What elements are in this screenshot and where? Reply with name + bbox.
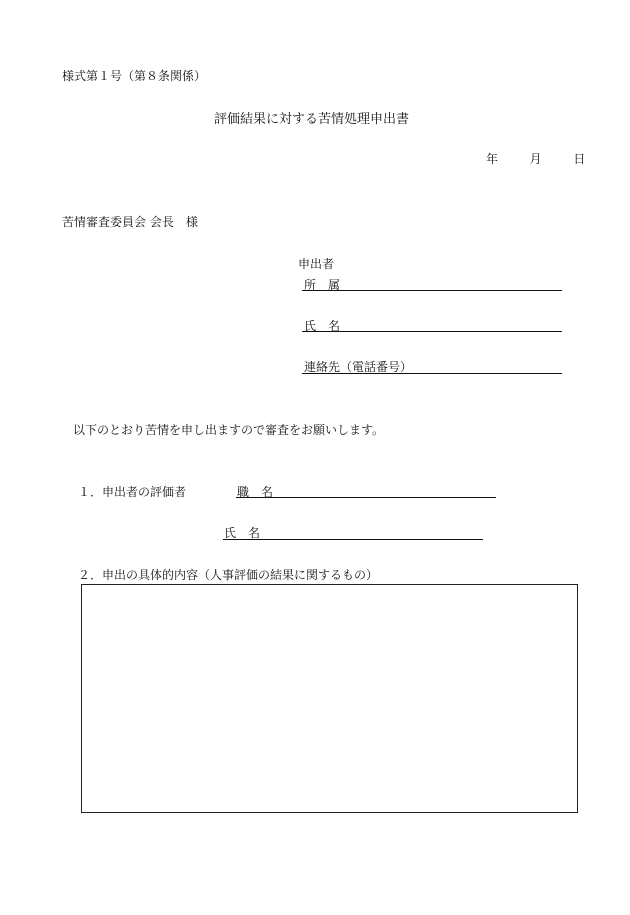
document-title: 評価結果に対する苦情処理申出書 xyxy=(214,112,410,127)
evaluator-position-field[interactable] xyxy=(236,497,496,498)
section2-label: ２．申出の具体的内容（人事評価の結果に関するもの） xyxy=(78,568,379,582)
applicant-name-label: 氏名 xyxy=(304,319,353,333)
evaluator-position-label: 職名 xyxy=(237,485,286,499)
applicant-contact-label: 連絡先（電話番号） xyxy=(304,360,413,374)
evaluator-name-field[interactable] xyxy=(223,539,483,540)
applicant-heading: 申出者 xyxy=(298,257,335,271)
complaint-content-box[interactable] xyxy=(81,584,578,813)
evaluator-name-label: 氏名 xyxy=(224,526,273,540)
request-statement: 以下のとおり苦情を申し出ますので審査をお願いします。 xyxy=(73,423,385,437)
section1-label: １．申出者の評価者 xyxy=(78,485,187,499)
date-year-label: 年 xyxy=(486,152,499,166)
date-month-label: 月 xyxy=(529,152,542,166)
applicant-name-field[interactable] xyxy=(302,331,562,332)
applicant-affiliation-label: 所属 xyxy=(304,278,353,292)
date-line xyxy=(486,153,585,165)
applicant-affiliation-field[interactable] xyxy=(302,290,562,291)
form-number: 様式第１号（第８条関係） xyxy=(62,69,207,83)
date-day-label: 日 xyxy=(573,152,586,166)
applicant-contact-field[interactable] xyxy=(302,373,562,374)
addressee: 苦情審査委員会 会長 様 xyxy=(62,215,198,229)
